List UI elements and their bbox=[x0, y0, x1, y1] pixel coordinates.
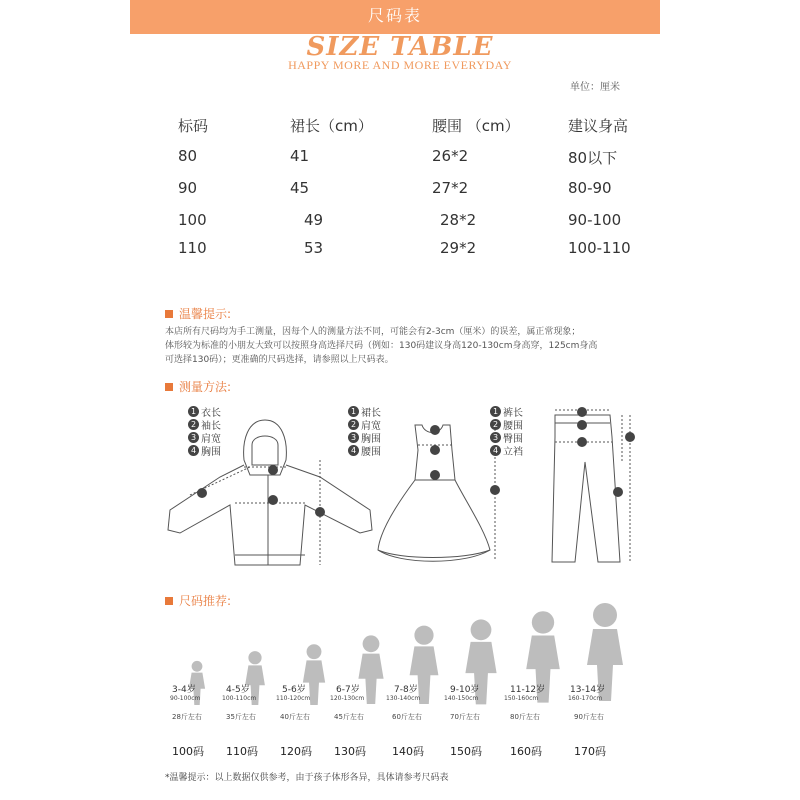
table-row bbox=[0, 179, 800, 203]
age-label: 13-14岁 bbox=[570, 685, 606, 695]
table-cell: 110 bbox=[178, 239, 207, 257]
table-cell: 100 bbox=[178, 211, 207, 229]
size-label: 100码 bbox=[172, 745, 204, 758]
footer-note: *温馨提示：以上数据仅供参考，由于孩子体形各异，具体请参考尺码表 bbox=[165, 773, 449, 783]
size-label: 170码 bbox=[574, 745, 606, 758]
age-label: 9-10岁 bbox=[450, 685, 480, 695]
size-label: 150码 bbox=[450, 745, 482, 758]
pants-legend bbox=[490, 405, 523, 457]
table-cell: 80-90 bbox=[568, 179, 612, 197]
height-range: 130-140cm bbox=[386, 695, 421, 702]
height-range: 110-120cm bbox=[276, 695, 311, 702]
height-range: 100-110cm bbox=[222, 695, 257, 702]
dress-diagram-icon bbox=[370, 420, 500, 570]
tagline: HAPPY MORE AND MORE EVERYDAY bbox=[288, 58, 512, 72]
header-banner: 尺码表 bbox=[130, 0, 660, 34]
age-label: 4-5岁 bbox=[226, 685, 250, 695]
table-header-row bbox=[0, 115, 800, 139]
legend-item: 袖长 bbox=[201, 421, 221, 432]
legend-item: 裤长 bbox=[503, 408, 523, 419]
weight-label: 60斤左右 bbox=[392, 713, 422, 721]
jacket-diagram-icon bbox=[160, 415, 380, 570]
header-cell: 建议身高 bbox=[568, 117, 629, 135]
table-cell: 80 bbox=[178, 147, 198, 165]
weight-label: 70斤左右 bbox=[450, 713, 480, 721]
age-label: 7-8岁 bbox=[394, 685, 418, 695]
legend-item: 衣长 bbox=[201, 408, 221, 419]
number-marker-icon: 4 bbox=[348, 445, 359, 456]
number-marker-icon: 1 bbox=[188, 406, 199, 417]
table-row bbox=[0, 211, 800, 235]
measure-diagrams bbox=[160, 395, 640, 570]
table-cell: 41 bbox=[290, 147, 310, 165]
number-marker-icon: 3 bbox=[490, 432, 501, 443]
table-cell: 90-100 bbox=[568, 211, 622, 229]
square-bullet-icon bbox=[165, 310, 173, 318]
tips-line: 可选择130码）；更准确的尺码选择，请参照以上尺码表。 bbox=[165, 355, 394, 365]
table-row bbox=[0, 239, 800, 263]
table-cell: 90 bbox=[178, 179, 198, 197]
table-cell: 100-110 bbox=[568, 239, 631, 257]
weight-label: 80斤左右 bbox=[510, 713, 540, 721]
header-cell: 腰围 （cm） bbox=[432, 117, 520, 135]
table-cell: 26*2 bbox=[432, 147, 469, 165]
table-cell: 53 bbox=[304, 239, 324, 257]
age-label: 3-4岁 bbox=[172, 685, 196, 695]
number-marker-icon: 2 bbox=[348, 419, 359, 430]
number-marker-icon: 1 bbox=[490, 406, 501, 417]
number-marker-icon: 2 bbox=[490, 419, 501, 430]
number-marker-icon: 3 bbox=[348, 432, 359, 443]
size-recommendation bbox=[160, 590, 640, 790]
legend-item: 腰围 bbox=[503, 421, 523, 432]
legend-item: 臀围 bbox=[503, 434, 523, 445]
legend-item: 腰围 bbox=[361, 447, 381, 458]
number-marker-icon: 1 bbox=[348, 406, 359, 417]
legend-item: 肩宽 bbox=[361, 421, 381, 432]
measure-title: 测量方法: bbox=[179, 380, 232, 394]
size-label: 120码 bbox=[280, 745, 312, 758]
height-range: 140-150cm bbox=[444, 695, 479, 702]
size-label: 110码 bbox=[226, 745, 258, 758]
square-bullet-icon bbox=[165, 383, 173, 391]
table-cell: 29*2 bbox=[440, 239, 477, 257]
legend-item: 立裆 bbox=[503, 447, 523, 458]
weight-label: 35斤左右 bbox=[226, 713, 256, 721]
age-label: 11-12岁 bbox=[510, 685, 546, 695]
tips-title: 温馨提示: bbox=[179, 307, 232, 321]
tips-line: 体形较为标准的小朋友大致可以按照身高选择尺码（例如：130码建议身高120-130cm身高穿，125cm身高 bbox=[165, 341, 598, 351]
age-label: 5-6岁 bbox=[282, 685, 306, 695]
size-label: 160码 bbox=[510, 745, 542, 758]
legend-item: 裙长 bbox=[361, 408, 381, 419]
tips-text bbox=[165, 325, 645, 367]
table-cell: 28*2 bbox=[440, 211, 477, 229]
height-range: 150-160cm bbox=[504, 695, 539, 702]
number-marker-icon: 2 bbox=[188, 419, 199, 430]
weight-label: 90斤左右 bbox=[574, 713, 604, 721]
table-row bbox=[0, 147, 800, 171]
legend-item: 肩宽 bbox=[201, 434, 221, 445]
age-label: 6-7岁 bbox=[336, 685, 360, 695]
height-range: 160-170cm bbox=[568, 695, 603, 702]
size-label: 130码 bbox=[334, 745, 366, 758]
header-cell: 裙长（cm） bbox=[290, 117, 373, 135]
weight-label: 45斤左右 bbox=[334, 713, 364, 721]
height-range: 120-130cm bbox=[330, 695, 365, 702]
weight-label: 28斤左右 bbox=[172, 713, 202, 721]
legend-item: 胸围 bbox=[201, 447, 221, 458]
legend-item: 胸围 bbox=[361, 434, 381, 445]
tips-heading bbox=[165, 305, 231, 322]
number-marker-icon: 3 bbox=[188, 432, 199, 443]
table-cell: 49 bbox=[304, 211, 324, 229]
number-marker-icon: 4 bbox=[490, 445, 501, 456]
header-cell: 标码 bbox=[178, 117, 209, 135]
table-cell: 27*2 bbox=[432, 179, 469, 197]
recommend-title: 尺码推荐: bbox=[179, 594, 232, 608]
unit-label: 单位：厘米 bbox=[570, 82, 620, 93]
size-label: 140码 bbox=[392, 745, 424, 758]
pants-diagram-icon bbox=[530, 407, 640, 570]
tips-line: 本店所有尺码均为手工测量，因每个人的测量方法不同，可能会有2-3cm（厘米）的误差，属正常现象； bbox=[165, 327, 581, 337]
weight-label: 40斤左右 bbox=[280, 713, 310, 721]
table-cell: 45 bbox=[290, 179, 310, 197]
number-marker-icon: 4 bbox=[188, 445, 199, 456]
size-table-title: SIZE TABLE bbox=[306, 32, 494, 62]
measure-heading bbox=[165, 378, 231, 395]
height-range: 90-100cm bbox=[170, 695, 201, 702]
table-cell: 80以下 bbox=[568, 149, 618, 167]
